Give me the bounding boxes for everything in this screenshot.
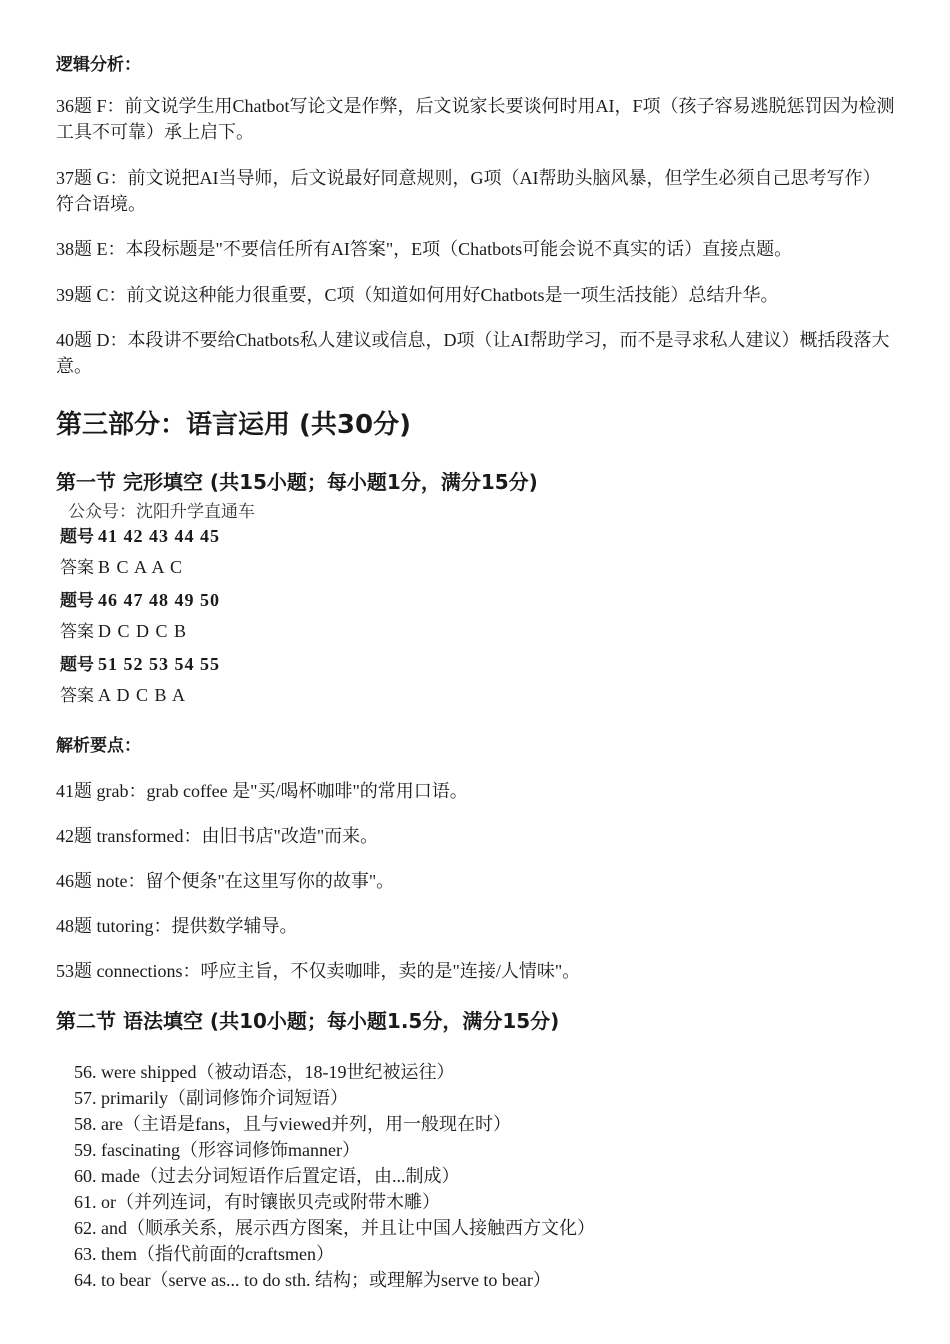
row-label: 题号 xyxy=(60,655,94,675)
row-values: D C D C B xyxy=(98,621,188,641)
row-values: B C A A C xyxy=(98,557,184,577)
note-48: 48题 tutoring：提供数学辅导。 xyxy=(56,916,298,936)
answer-row-question-numbers xyxy=(60,586,220,611)
row-label: 答案 xyxy=(60,558,94,578)
grammar-item-57: 57. primarily（副词修饰介词短语） xyxy=(74,1088,348,1108)
grammar-item-60: 60. made（过去分词短语作后置定语，由...制成） xyxy=(74,1166,460,1186)
grammar-item-59: 59. fascinating（形容词修饰manner） xyxy=(74,1140,360,1160)
row-label: 答案 xyxy=(60,686,94,706)
answer-row-answers xyxy=(60,617,187,642)
note-46: 46题 note：留个便条"在这里写你的故事"。 xyxy=(56,871,395,891)
note-42: 42题 transformed：由旧书店"改造"而来。 xyxy=(56,826,379,846)
answer-row-answers xyxy=(60,681,186,706)
part3-title: 第三部分：语言运用 (共30分) xyxy=(56,410,411,440)
grammar-item-56: 56. were shipped（被动语态，18-19世纪被运往） xyxy=(74,1062,455,1082)
row-label: 题号 xyxy=(60,591,94,611)
logic-item-37: 37题 G：前文说把AI当导师，后文说最好同意规则，G项（AI帮助头脑风暴，但学生必须自己思考写作）符合语境。 xyxy=(56,168,881,214)
logic-item-39: 39题 C：前文说这种能力很重要，C项（知道如何用好Chatbots是一项生活技能）总结升华。 xyxy=(56,285,779,305)
answer-row-answers xyxy=(60,553,183,578)
row-values: 51 52 53 54 55 xyxy=(98,654,220,674)
grammar-item-58: 58. are（主语是fans，且与viewed并列，用一般现在时） xyxy=(74,1114,511,1134)
section2-title: 第二节 语法填空 (共10小题；每小题1.5分，满分15分) xyxy=(56,1009,560,1033)
row-label: 题号 xyxy=(60,527,94,547)
logic-item-40: 40题 D：本段讲不要给Chatbots私人建议或信息，D项（让AI帮助学习，而不是寻求私人建议）概括段落大意。 xyxy=(56,330,890,376)
grammar-item-64: 64. to bear（serve as... to do sth. 结构；或理解为serve to bear） xyxy=(74,1270,551,1290)
answer-row-question-numbers xyxy=(60,650,220,675)
watermark-text: 公众号：沈阳升学直通车 xyxy=(68,502,255,521)
section1-title: 第一节 完形填空 (共15小题；每小题1分，满分15分) xyxy=(56,470,538,494)
notes-heading: 解析要点： xyxy=(56,736,141,756)
grammar-item-61: 61. or（并列连词，有时镶嵌贝壳或附带木雕） xyxy=(74,1192,440,1212)
answer-row-question-numbers xyxy=(60,522,220,547)
logic-heading: 逻辑分析： xyxy=(56,55,141,75)
row-values: 46 47 48 49 50 xyxy=(98,590,220,610)
grammar-item-62: 62. and（顺承关系，展示西方图案，并且让中国人接触西方文化） xyxy=(74,1218,595,1238)
row-label: 答案 xyxy=(60,622,94,642)
note-53: 53题 connections：呼应主旨，不仅卖咖啡，卖的是"连接/人情味"。 xyxy=(56,961,581,981)
row-values: A D C B A xyxy=(98,685,187,705)
grammar-item-63: 63. them（指代前面的craftsmen） xyxy=(74,1244,334,1264)
logic-item-38: 38题 E：本段标题是"不要信任所有AI答案"，E项（Chatbots可能会说不真实的话）直接点题。 xyxy=(56,239,793,259)
note-41: 41题 grab：grab coffee 是"买/喝杯咖啡"的常用口语。 xyxy=(56,781,468,801)
row-values: 41 42 43 44 45 xyxy=(98,526,220,546)
logic-item-36: 36题 F：前文说学生用Chatbot写论文是作弊，后文说家长要谈何时用AI，F项（孩子容易逃脱惩罚因为检测工具不可靠）承上启下。 xyxy=(56,96,895,142)
